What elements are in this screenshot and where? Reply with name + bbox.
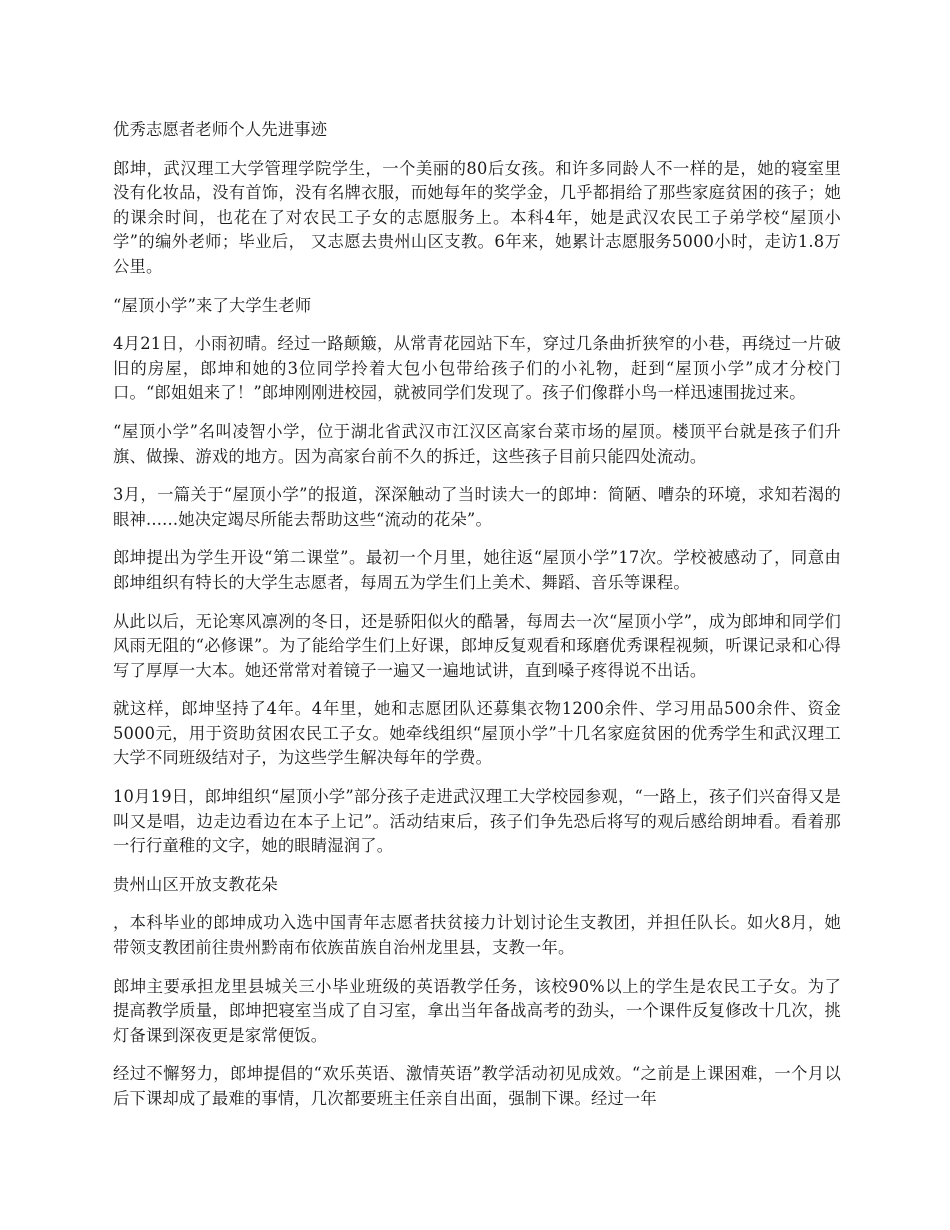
paragraph-results: 经过不懈努力，郎坤提倡的“欢乐英语、激情英语”教学活动初见成效。“之前是上课困难，一个月以后下课却成了最难的事情，几次都要班主任亲自出面，强制下课。经过一年 — [113, 1064, 841, 1108]
paragraph-decision: 3月，一篇关于“屋顶小学”的报道，深深触动了当时读大一的郎坤：简陋、嘈杂的环境，求知若渴的眼神......她决定竭尽所能去帮助这些“流动的花朵”。 — [113, 485, 841, 529]
paragraph-four-years: 就这样，郎坤坚持了4年。4年里，她和志愿团队还募集衣物1200余件、学习用品500余件、资金5000元，用于资助贫困农民工子女。她牵线组织“屋顶小学”十几名家庭贫困的优秀学生和武汉理工大学不同班级结对子，为这些学生解决每年的学费。 — [113, 699, 841, 768]
section-heading-guizhou: 贵州山区开放支教花朵 — [113, 874, 278, 894]
paragraph-school-location: “屋顶小学”名叫凌智小学，位于湖北省武汉市江汉区高家台菜市场的屋顶。楼顶平台就是孩子们升旗、做操、游戏的地方。因为高家台前不久的拆迁，这些孩子目前只能四处流动。 — [113, 421, 841, 466]
paragraph-english-teaching: 郎坤主要承担龙里县城关三小毕业班级的英语教学任务，该校90%以上的学生是农民工子女。为了提高教学质量，郎坤把寝室当成了自习室，拿出当年备战高考的劲头，一个课件反复修改十几次，挑灯备课到深夜更是家常便饭。 — [113, 976, 841, 1045]
document-page — [113, 118, 841, 1126]
paragraph-intro: 郎坤，武汉理工大学管理学院学生，一个美丽的80后女孩。和许多同龄人不一样的是，她的寝室里没有化妆品，没有首饰，没有名牌衣服，而她每年的奖学金，几乎都捐给了那些家庭贫困的孩子；她的课余时间，也花在了对农民工子女的志愿服务上。本科4年，她是武汉农民工子弟学校“屋顶小学”的编外老师；毕业后， 又志愿去贵州山区支教。6年来，她累计志愿服务5000小时，走访1.8万公里。 — [113, 158, 841, 276]
document-title: 优秀志愿者老师个人先进事迹 — [113, 120, 328, 139]
paragraph-volunteer-team: ，本科毕业的郎坤成功入选中国青年志愿者扶贫接力计划讨论生支教团，并担任队长。如火8月，她带领支教团前往贵州黔南布依族苗族自治州龙里县，支教一年。 — [113, 913, 841, 958]
paragraph-weekly-classes: 从此以后，无论寒风凛冽的冬日，还是骄阳似火的酷暑，每周去一次“屋顶小学”，成为郎坤和同学们风雨无阻的“必修课”。为了能给学生们上好课，郎坤反复观看和琢磨优秀课程视频，听课记录和心得写了厚厚一大本。她还常常对着镜子一遍又一遍地试讲，直到嗓子疼得说不出话。 — [113, 611, 841, 680]
paragraph-second-classroom: 郎坤提出为学生开设“第二课堂”。最初一个月里，她往返“屋顶小学”17次。学校被感动了，同意由郎坤组织有特长的大学生志愿者，每周五为学生们上美术、舞蹈、音乐等课程。 — [113, 548, 841, 592]
paragraph-campus-visit: 10月19日，郎坤组织“屋顶小学”部分孩子走进武汉理工大学校园参观，“一路上，孩子们兴奋得又是叫又是唱，边走边看边在本子上记”。活动结束后，孩子们争先恐后将写的观后感给朗坤看。看着那一行行童稚的文字，她的眼睛湿润了。 — [113, 787, 841, 856]
section-heading-rooftop-school: “屋顶小学”来了大学生老师 — [113, 295, 312, 315]
paragraph-visit: 4月21日，小雨初晴。经过一路颠簸，从常青花园站下车，穿过几条曲折狭窄的小巷，再绕过一片破旧的房屋，郎坤和她的3位同学拎着大包小包带给孩子们的小礼物，赶到“屋顶小学”成才分校门口。“郎姐姐来了！”郎坤刚刚进校园，就被同学们发现了。孩子们像群小鸟一样迅速围拢过来。 — [113, 334, 841, 403]
